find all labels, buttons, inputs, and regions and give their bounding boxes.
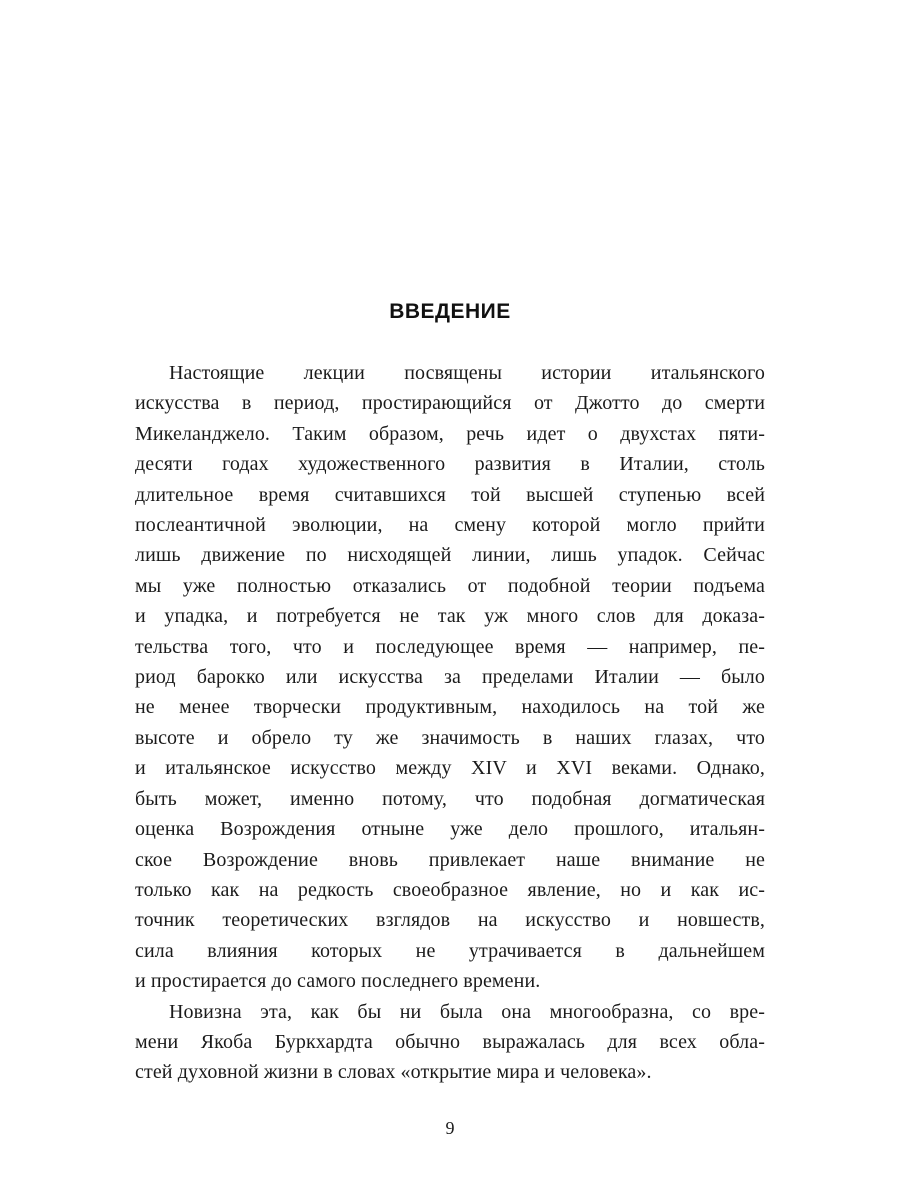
- page-number: 9: [445, 1118, 455, 1138]
- text-line: не менее творчески продуктивным, находилось на той же: [135, 696, 765, 719]
- text-line: искусства в период, простирающийся от Джотто до смерти: [135, 392, 765, 415]
- body-text: [135, 358, 765, 1088]
- text-line: и упадка, и потребуется не так уж много слов для доказа-: [135, 605, 765, 628]
- text-line: сила влияния которых не утрачивается в дальнейшем: [135, 939, 765, 962]
- text-line: десяти годах художественного развития в Италии, столь: [135, 453, 765, 476]
- text-line: ское Возрождение вновь привлекает наше внимание не: [135, 848, 765, 871]
- text-line: только как на редкость своеобразное явление, но и как ис-: [135, 878, 765, 901]
- text-line: оценка Возрождения отныне уже дело прошлого, итальян-: [135, 818, 765, 841]
- text-line: Новизна эта, как бы ни была она многообразна, со вре-: [169, 1000, 765, 1023]
- text-line: быть может, именно потому, что подобная догматическая: [135, 787, 765, 810]
- text-line: риод барокко или искусства за пределами Италии — было: [135, 666, 765, 689]
- page-title: ВВЕДЕНИЕ: [389, 300, 511, 323]
- text-line: и простирается до самого последнего времени.: [135, 970, 541, 993]
- text-line: точник теоретических взглядов на искусство и новшеств,: [135, 909, 765, 932]
- text-line: Настоящие лекции посвящены истории итальянского: [169, 362, 765, 384]
- text-line: мы уже полностью отказались от подобной теории подъема: [135, 574, 765, 597]
- text-line: послеантичной эволюции, на смену которой могло прийти: [135, 514, 765, 537]
- text-line: Микеланджело. Таким образом, речь идет о двухстах пяти-: [135, 422, 765, 445]
- text-line: высоте и обрело ту же значимость в наших глазах, что: [135, 726, 765, 749]
- text-line: и итальянское искусство между XIV и XVI веками. Однако,: [135, 757, 765, 780]
- text-line: мени Якоба Буркхардта обычно выражалась для всех обла-: [135, 1030, 765, 1053]
- text-line: лишь движение по нисходящей линии, лишь упадок. Сейчас: [135, 544, 765, 567]
- text-line: длительное время считавшихся той высшей ступенью всей: [135, 483, 765, 506]
- text-line: стей духовной жизни в словах «открытие мира и человека».: [135, 1061, 652, 1084]
- text-line: тельства того, что и последующее время — например, пе-: [135, 635, 765, 658]
